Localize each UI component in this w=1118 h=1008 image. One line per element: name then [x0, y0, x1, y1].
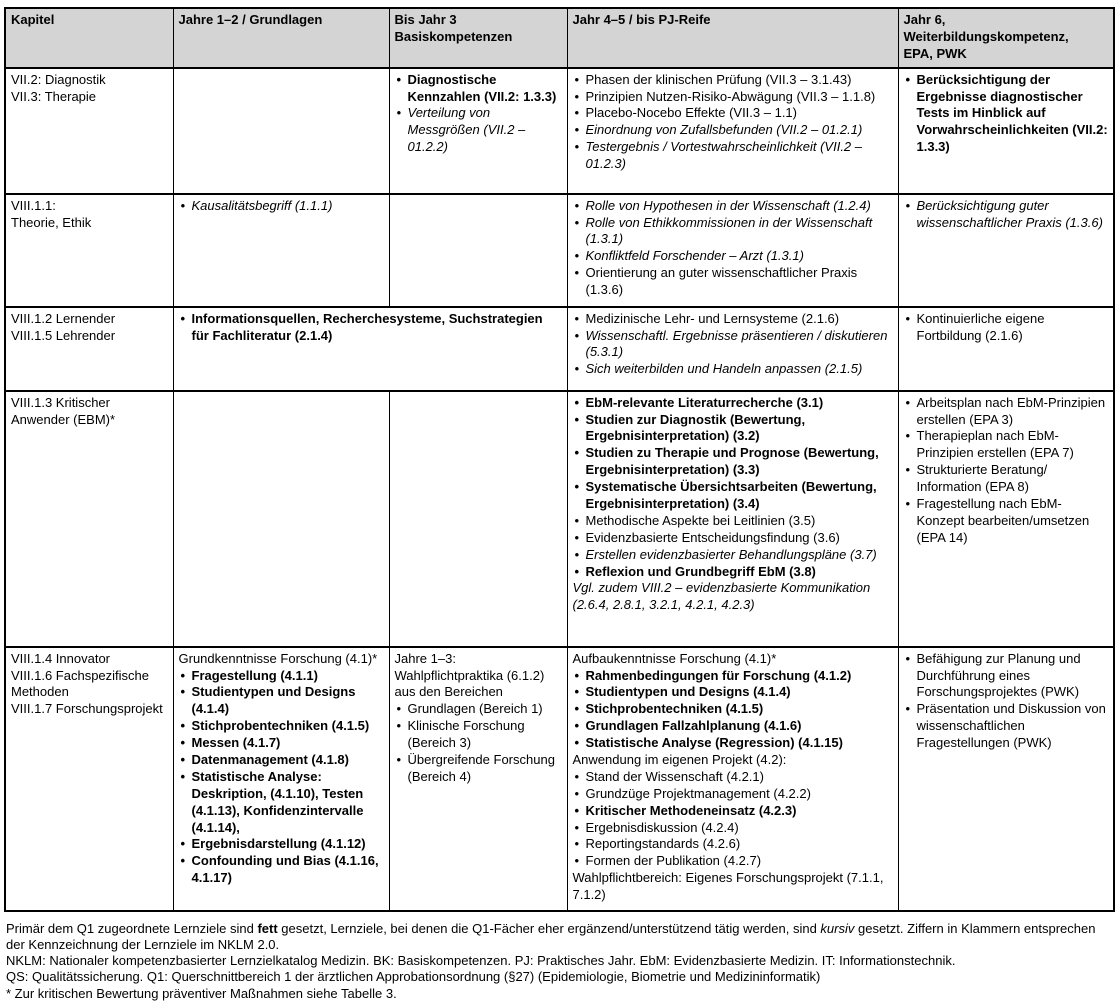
bullet-item: • Evidenzbasierte Entscheidungsfindung (3.6) — [573, 530, 893, 547]
bullet-item: • Wissenschaftl. Ergebnisse präsentieren / diskutieren (5.3.1) — [573, 328, 893, 362]
bullet-item: • Studientypen und Designs (4.1.4) — [179, 684, 384, 718]
table-cell — [173, 307, 567, 391]
footnote-segment: Primär dem Q1 zugeordnete Lernziele sind — [6, 920, 258, 936]
bullet-item: • Berücksichtigung der Ergebnisse diagnostischer Tests im Hinblick auf Vorwahrscheinlichkeiten (VII.2: 1.3.3) — [904, 72, 1109, 156]
bullet-item: • Datenmanagement (4.1.8) — [179, 752, 384, 769]
bullet-item: • Kritischer Methodeneinsatz (4.2.3) — [573, 803, 893, 820]
text-line: VII.3: Therapie — [11, 88, 97, 104]
bullet-item: • Therapieplan nach EbM-Prinzipien erstellen (EPA 7) — [904, 428, 1109, 462]
bullet-item: • Konfliktfeld Forschender – Arzt (1.3.1) — [573, 248, 893, 265]
table-cell — [5, 391, 173, 647]
bullet-item: • Statistische Analyse (Regression) (4.1.15) — [573, 735, 893, 752]
bullet-item: • Rolle von Hypothesen in der Wissenschaft (1.2.4) — [573, 198, 893, 215]
text-line: Wahlpflichtbereich: Eigenes Forschungsprojekt (7.1.1, 7.1.2) — [572, 870, 884, 903]
bullet-item: • Statistische Analyse: Deskription, (4.1.10), Testen (4.1.13), Konfidenzintervalle (4.1.14), — [179, 769, 384, 837]
bullet-item: • Medizinische Lehr- und Lernsysteme (2.1.6) — [573, 311, 893, 328]
bullet-item: • Stichprobentechniken (4.1.5) — [179, 718, 384, 735]
column-header-line: Basiskompetenzen — [394, 28, 513, 44]
footnote-segment: QS: Qualitätssicherung. Q1: Querschnittbereich 1 der ärztlichen Approbationsordnung (§27) (Epidemiologie, Biometrie und Medizininformatik) — [6, 969, 821, 985]
table-cell — [898, 68, 1114, 194]
footnote — [6, 953, 1111, 969]
table-cell — [389, 68, 567, 194]
table-cell — [5, 194, 173, 307]
bullet-item: • Reportingstandards (4.2.6) — [573, 836, 893, 853]
table-cell — [898, 391, 1114, 647]
footnote — [6, 921, 1111, 954]
bullet-item: • EbM-relevante Literaturrecherche (3.1) — [573, 395, 893, 412]
text-line: Theorie, Ethik — [11, 214, 92, 230]
bullet-item: • Ergebnisdarstellung (4.1.12) — [179, 836, 384, 853]
text-line: VIII.1.4 Innovator — [11, 650, 111, 666]
table-cell — [898, 194, 1114, 307]
column-header-line: Jahre 1–2 / Grundlagen — [178, 12, 323, 27]
table-row-5 — [5, 647, 1114, 911]
table-cell — [567, 391, 898, 647]
text-line: Wahlpflichtpraktika (6.1.2) aus den Bereichen — [394, 667, 545, 700]
bullet-item: • Einordnung von Zufallsbefunden (VII.2 – 01.2.1) — [573, 122, 893, 139]
table-cell — [567, 307, 898, 391]
curriculum-table — [4, 7, 1115, 912]
text-line: VII.2: Diagnostik — [11, 71, 106, 87]
text-line: Vgl. zudem VIII.2 – evidenzbasierte Kommunikation (2.6.4, 2.8.1, 3.2.1, 4.2.1, 4.2.3) — [572, 580, 871, 613]
bullet-item: • Fragestellung nach EbM-Konzept bearbeiten/umsetzen (EPA 14) — [904, 496, 1109, 547]
table-cell — [567, 68, 898, 194]
table-cell — [389, 391, 567, 647]
bullet-item: • Klinische Forschung (Bereich 3) — [395, 718, 562, 752]
bullet-item: • Confounding und Bias (4.1.16, 4.1.17) — [179, 853, 384, 887]
table-cell — [898, 307, 1114, 391]
footnote — [6, 969, 1111, 985]
text-line: VIII.1.7 Forschungsprojekt — [11, 701, 163, 717]
text-line: Aufbaukenntnisse Forschung (4.1)* — [572, 650, 777, 666]
text-line: Anwendung im eigenen Projekt (4.2): — [572, 752, 787, 768]
column-header-line: EPA, PWK — [903, 45, 967, 61]
text-line: Jahre 1–3: — [394, 650, 456, 666]
bullet-item: • Fragestellung (4.1.1) — [179, 668, 384, 685]
bullet-item: • Rahmenbedingungen für Forschung (4.1.2) — [573, 668, 893, 685]
bullet-item: • Kontinuierliche eigene Fortbildung (2.1.6) — [904, 311, 1109, 345]
table-cell — [173, 194, 389, 307]
bullet-item: • Präsentation und Diskussion von wissenschaftlichen Fragestellungen (PWK) — [904, 701, 1109, 752]
bullet-item: • Sich weiterbilden und Handeln anpassen (2.1.5) — [573, 361, 893, 378]
bullet-item: • Diagnostische Kennzahlen (VII.2: 1.3.3) — [395, 72, 562, 106]
table-cell — [173, 391, 389, 647]
column-header-line: Weiterbildungskompetenz, — [903, 28, 1069, 44]
footnote-segment: * Zur kritischen Bewertung präventiver Maßnahmen siehe Tabelle 3. — [6, 985, 397, 1001]
table-cell — [5, 647, 173, 911]
bullet-item: • Stand der Wissenschaft (4.2.1) — [573, 769, 893, 786]
column-header-line: Bis Jahr 3 — [394, 12, 457, 27]
column-header-line: Jahr 4–5 / bis PJ-Reife — [572, 12, 711, 27]
bullet-item: • Grundlagen (Bereich 1) — [395, 701, 562, 718]
text-line: VIII.1.2 Lernender — [11, 310, 116, 326]
bullet-item: • Prinzipien Nutzen-Risiko-Abwägung (VII.3 – 1.1.8) — [573, 89, 893, 106]
bullet-item: • Rolle von Ethikkommissionen in der Wissenschaft (1.3.1) — [573, 215, 893, 249]
table-row-2 — [5, 194, 1114, 307]
column-header-line: Kapitel — [11, 12, 55, 27]
bullet-item: • Ergebnisdiskussion (4.2.4) — [573, 820, 893, 837]
bullet-item: • Stichprobentechniken (4.1.5) — [573, 701, 893, 718]
bullet-item: • Methodische Aspekte bei Leitlinien (3.5) — [573, 513, 893, 530]
text-line: VIII.1.3 Kritischer Anwender (EBM)* — [11, 394, 116, 427]
text-line: VIII.1.1: — [11, 197, 56, 213]
column-header-line: Jahr 6, — [903, 12, 946, 27]
table-cell — [5, 307, 173, 391]
bullet-item: • Studien zu Therapie und Prognose (Bewertung, Ergebnisinterpretation) (3.3) — [573, 445, 893, 479]
bullet-item: • Testergebnis / Vortestwahrscheinlichkeit (VII.2 – 01.2.3) — [573, 139, 893, 173]
table-row-1 — [5, 68, 1114, 194]
text-line: Grundkenntnisse Forschung (4.1)* — [178, 650, 378, 666]
footnote-segment: fett — [257, 920, 278, 936]
bullet-item: • Phasen der klinischen Prüfung (VII.3 – 3.1.43) — [573, 72, 893, 89]
bullet-item: • Strukturierte Beratung/ Information (EPA 8) — [904, 462, 1109, 496]
table-cell — [567, 194, 898, 307]
footnote-segment: kursiv — [820, 920, 855, 936]
bullet-item: • Arbeitsplan nach EbM-Prinzipien erstellen (EPA 3) — [904, 395, 1109, 429]
footnote-segment: gesetzt, Lernziele, bei denen die Q1-Fächer eher ergänzend/unterstützend tätig werden, sind — [277, 920, 821, 936]
bullet-item: • Erstellen evidenzbasierter Behandlungspläne (3.7) — [573, 547, 893, 564]
bullet-item: • Studientypen und Designs (4.1.4) — [573, 684, 893, 701]
header-row — [5, 8, 1114, 68]
table-cell — [389, 194, 567, 307]
table-cell — [173, 647, 389, 911]
table-cell — [173, 68, 389, 194]
bullet-item: • Übergreifende Forschung (Bereich 4) — [395, 752, 562, 786]
footnote-segment: gesetzt. Ziffern in Klammern entsprechen der Kennzeichnung der Lernziele im NKLM 2.0. — [6, 920, 1096, 952]
table-cell — [389, 647, 567, 911]
bullet-item: • Systematische Übersichtsarbeiten (Bewertung, Ergebnisinterpretation) (3.4) — [573, 479, 893, 513]
table-cell — [898, 647, 1114, 911]
text-line: VIII.1.6 Fachspezifische Methoden — [11, 667, 150, 700]
column-header-kapitel — [5, 8, 173, 68]
bullet-item: • Kausalitätsbegriff (1.1.1) — [179, 198, 384, 215]
table-row-3 — [5, 307, 1114, 391]
footnote — [6, 986, 1111, 1002]
bullet-item: • Placebo-Nocebo Effekte (VII.3 – 1.1) — [573, 105, 893, 122]
table-row-4 — [5, 391, 1114, 647]
column-header-jahre-1-2 — [173, 8, 389, 68]
footnote-segment: NKLM: Nationaler kompetenzbasierter Lernzielkatalog Medizin. BK: Basiskompetenzen. PJ: Praktisches Jahr. EbM: Evidenzbasierte Medizin. IT: Informationstechnik. — [6, 953, 956, 969]
bullet-item: • Studien zur Diagnostik (Bewertung, Ergebnisinterpretation) (3.2) — [573, 412, 893, 446]
table-cell — [5, 68, 173, 194]
bullet-item: • Berücksichtigung guter wissenschaftlicher Praxis (1.3.6) — [904, 198, 1109, 232]
bullet-item: • Befähigung zur Planung und Durchführung eines Forschungsprojektes (PWK) — [904, 651, 1109, 702]
footnotes — [4, 912, 1113, 1002]
text-line: VIII.1.5 Lehrender — [11, 327, 116, 343]
bullet-item: • Verteilung von Messgrößen (VII.2 – 01.2.2) — [395, 105, 562, 156]
column-header-jahr-6 — [898, 8, 1114, 68]
bullet-item: • Orientierung an guter wissenschaftlicher Praxis (1.3.6) — [573, 265, 893, 299]
bullet-item: • Informationsquellen, Recherchesysteme, Suchstrategien für Fachliteratur (2.1.4) — [179, 311, 562, 345]
bullet-item: • Reflexion und Grundbegriff EbM (3.8) — [573, 564, 893, 581]
bullet-item: • Formen der Publikation (4.2.7) — [573, 853, 893, 870]
column-header-jahr-4-5 — [567, 8, 898, 68]
column-header-bis-jahr-3 — [389, 8, 567, 68]
bullet-item: • Messen (4.1.7) — [179, 735, 384, 752]
table-cell — [567, 647, 898, 911]
bullet-item: • Grundzüge Projektmanagement (4.2.2) — [573, 786, 893, 803]
bullet-item: • Grundlagen Fallzahlplanung (4.1.6) — [573, 718, 893, 735]
